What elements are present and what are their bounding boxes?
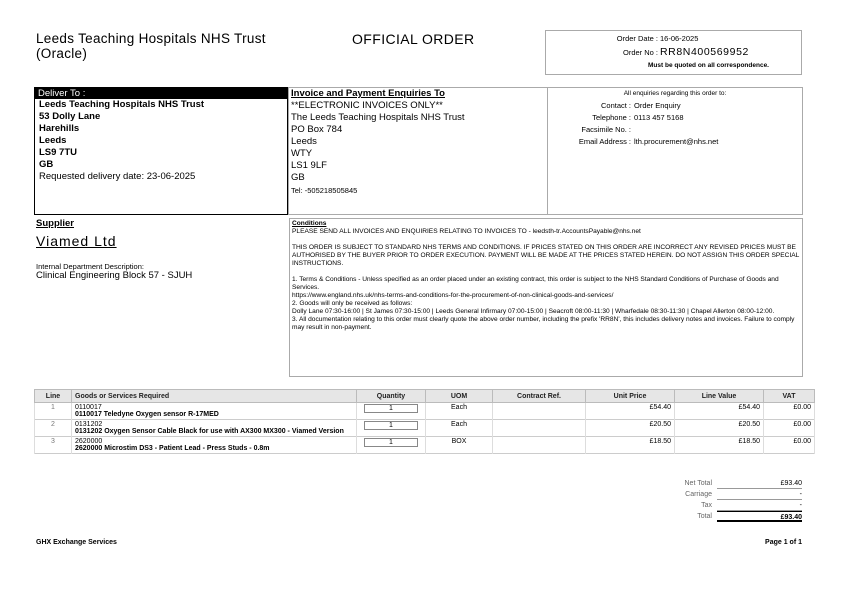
uom: Each [426, 403, 493, 420]
invoice-telephone: Tel: -505218505845 [291, 186, 358, 195]
column-header-contract: Contract Ref. [493, 390, 586, 403]
total-value: £93.40 [717, 511, 802, 522]
column-header-line-value: Line Value [675, 390, 764, 403]
unit-price: £54.40 [586, 403, 675, 420]
table-row [35, 420, 815, 437]
invoice-box [288, 87, 803, 215]
totals-block [660, 478, 802, 522]
line-number: 2 [35, 420, 72, 437]
conditions-paragraph: 1. Terms & Conditions - Unless specified as an order placed under an existing contract, this order is subject to the NHS Standard Conditions of Purchase of Goods and Services. [292, 276, 779, 291]
conditions-heading: Conditions [292, 220, 327, 227]
order-info-box [545, 30, 802, 75]
item-code: 0131202 [75, 421, 103, 428]
invoice-line: GB [291, 172, 305, 183]
enquiries-heading: All enquiries regarding this order to: [623, 90, 727, 97]
telephone-value: 0113 457 5168 [634, 113, 684, 122]
vat: £0.00 [764, 420, 815, 437]
contract-ref [493, 420, 586, 437]
unit-price: £18.50 [586, 437, 675, 454]
organisation-name: Leeds Teaching Hospitals NHS Trust (Oracle) [36, 31, 266, 61]
email-label: Email Address : [578, 137, 631, 146]
quantity: 1 [364, 404, 418, 413]
table-row [35, 437, 815, 454]
total-row [660, 511, 802, 522]
invoice-line: Leeds [291, 136, 317, 147]
deliver-line: Harehills [39, 123, 80, 134]
net-total-value: £93.40 [717, 478, 802, 489]
column-header-goods: Goods or Services Required [72, 390, 357, 403]
email-value: lth.procurement@nhs.net [634, 137, 719, 146]
order-number-label: Order No : [622, 48, 658, 57]
invoice-line: PO Box 784 [291, 124, 343, 135]
divider [547, 88, 548, 214]
vat: £0.00 [764, 403, 815, 420]
goods-cell [72, 420, 357, 437]
carriage-row [660, 489, 802, 500]
column-header-uom: UOM [426, 390, 493, 403]
line-value: £20.50 [675, 420, 764, 437]
deliver-line: 53 Dolly Lane [39, 111, 101, 122]
invoice-line: The Leeds Teaching Hospitals NHS Trust [291, 112, 465, 123]
deliver-line: GB [39, 159, 54, 170]
department-label: Internal Department Description: [36, 262, 144, 271]
footer-service-name: GHX Exchange Services [36, 539, 117, 546]
contract-ref [493, 437, 586, 454]
invoice-line: LS1 9LF [291, 160, 327, 171]
deliver-to-heading: Deliver To : [35, 88, 287, 99]
order-number-note: Must be quoted on all correspondence. [648, 62, 769, 69]
contact-label: Contact : [600, 101, 631, 110]
order-date-label: Order Date : [616, 34, 658, 43]
tax-label: Tax [701, 502, 712, 509]
conditions-paragraph: Dolly Lane 07:30-16:00 | St James 07:30-15:00 | Leeds General Infirmary 07:00-15:00 | Seacroft 08:00-11:30 | Wharfedale 08:30-11:30 | Chapel Allerton 08:00-12:00. [292, 308, 775, 315]
uom: BOX [426, 437, 493, 454]
uom: Each [426, 420, 493, 437]
line-number: 3 [35, 437, 72, 454]
deliver-line: LS9 7TU [39, 147, 78, 158]
total-label: Total [697, 513, 712, 520]
item-description: 0110017 Teledyne Oxygen sensor R-17MED [75, 411, 219, 418]
item-description: 0131202 Oxygen Sensor Cable Black for use with AX300 MX300 - Viamed Version [75, 428, 344, 435]
line-number: 1 [35, 403, 72, 420]
column-header-unit-price: Unit Price [586, 390, 675, 403]
conditions-box [289, 218, 803, 377]
page-number: Page 1 of 1 [765, 539, 802, 546]
column-header-quantity: Quantity [357, 390, 426, 403]
column-header-vat: VAT [764, 390, 815, 403]
contract-ref [493, 403, 586, 420]
document-title: OFFICIAL ORDER [352, 31, 475, 47]
invoice-line: **ELECTRONIC INVOICES ONLY** [291, 100, 443, 111]
facsimile-label: Facsimile No. : [581, 125, 631, 134]
line-value: £54.40 [675, 403, 764, 420]
supplier-name: Viamed Ltd [36, 233, 117, 249]
supplier-heading: Supplier [36, 218, 75, 229]
conditions-paragraph: 3. All documentation relating to this order must clearly quote the above order number, including the prefix 'RR8N', this includes delivery notes and invoices. Failure to comply may result in non-payment. [292, 316, 795, 331]
item-code: 2620000 [75, 438, 103, 445]
order-lines-table [34, 389, 815, 454]
item-code: 0110017 [75, 404, 102, 411]
contact-value: Order Enquiry [634, 101, 681, 110]
conditions-paragraph: 2. Goods will only be received as follows: [292, 300, 413, 307]
goods-cell [72, 403, 357, 420]
invoice-heading: Invoice and Payment Enquiries To [291, 88, 445, 99]
department-value: Clinical Engineering Block 57 - SJUH [36, 270, 193, 281]
tax-row [660, 500, 802, 511]
quantity: 1 [364, 421, 418, 430]
requested-delivery-date: Requested delivery date: 23-06-2025 [39, 171, 196, 182]
tax-value: - [717, 500, 802, 511]
telephone-label: Telephone : [592, 113, 631, 122]
table-header-row [35, 390, 815, 403]
line-value: £18.50 [675, 437, 764, 454]
invoice-line: WTY [291, 148, 313, 159]
conditions-paragraph: THIS ORDER IS SUBJECT TO STANDARD NHS TERMS AND CONDITIONS. IF PRICES STATED ON THIS ORDER ARE INCORRECT ANY REVISED PRICES MUST BE AUTHORISED BY THE BUYER PRIOR TO ORDER EXECUTION. PAYMENT WILL BE MADE AT THE PRICES STATED HEREIN. DO NOT ASSIGN THIS ORDER SPECIAL INSTRUCTIONS. [292, 244, 800, 267]
net-total-label: Net Total [684, 480, 712, 487]
order-date: 16-06-2025 [660, 34, 699, 43]
deliver-line: Leeds [39, 135, 67, 146]
net-total-row [660, 478, 802, 489]
unit-price: £20.50 [586, 420, 675, 437]
goods-cell [72, 437, 357, 454]
conditions-paragraph: PLEASE SEND ALL INVOICES AND ENQUIRIES RELATING TO INVOICES TO - leedsth-tr.AccountsPayable@nhs.net [292, 228, 641, 235]
deliver-line: Leeds Teaching Hospitals NHS Trust [39, 99, 205, 110]
item-description: 2620000 Microstim DS3 - Patient Lead - Press Studs - 0.8m [75, 445, 270, 452]
quantity: 1 [364, 438, 418, 447]
carriage-label: Carriage [685, 491, 712, 498]
table-row [35, 403, 815, 420]
column-header-line: Line [35, 390, 72, 403]
conditions-link[interactable]: https://www.england.nhs.uk/nhs-terms-and-conditions-for-the-procurement-of-non-clinical-goods-and-services/ [292, 292, 614, 299]
vat: £0.00 [764, 437, 815, 454]
order-number: RR8N400569952 [660, 46, 749, 58]
deliver-to-box [34, 87, 288, 215]
carriage-value: - [717, 489, 802, 500]
